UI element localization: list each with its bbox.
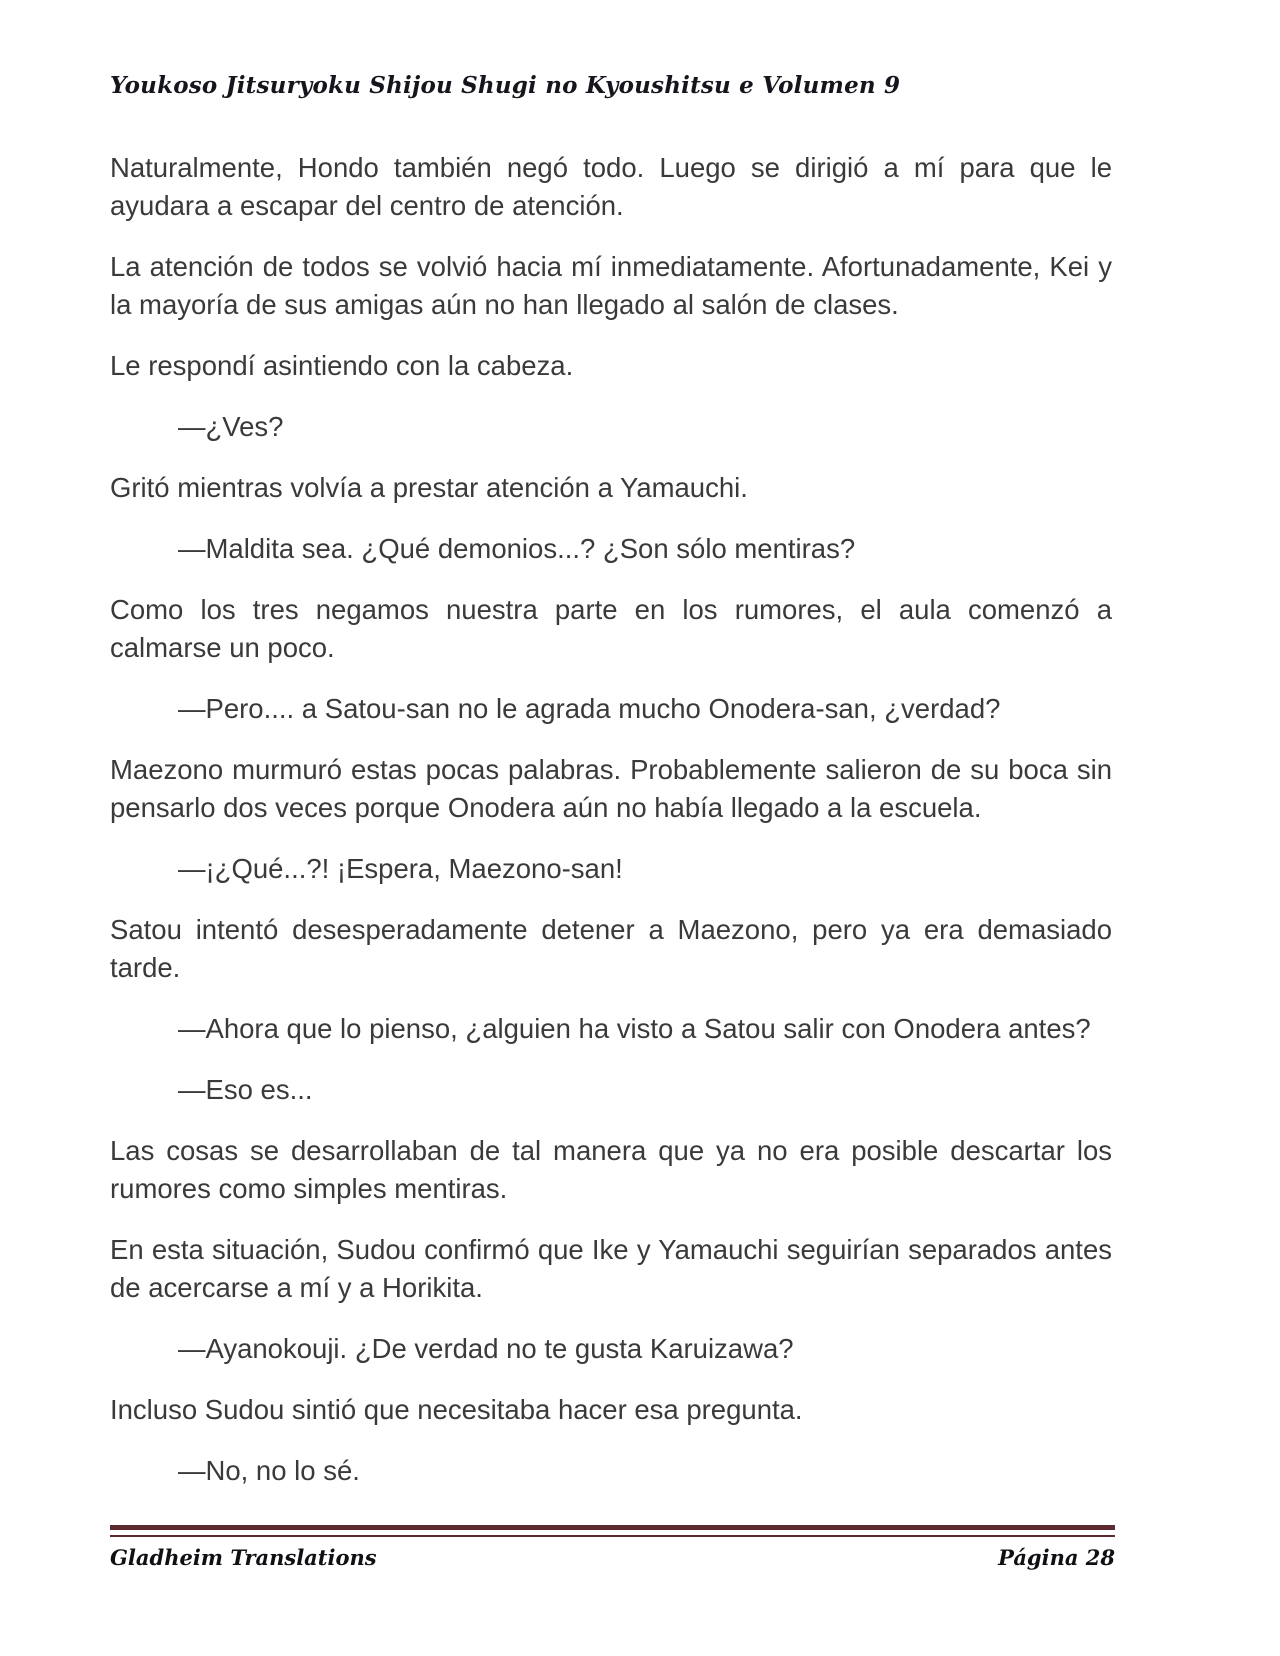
dialogue-line: —No, no lo sé.: [178, 1455, 360, 1486]
dialogue-line: —Ayanokouji. ¿De verdad no te gusta Karuizawa?: [178, 1333, 794, 1364]
dialogue-line: —¿Ves?: [178, 411, 284, 442]
paragraph: En esta situación, Sudou confirmó que Ike y Yamauchi seguirían separados antes de acercarse a mí y a Horikita.: [110, 1234, 1112, 1303]
paragraph: La atención de todos se volvió hacia mí inmediatamente. Afortunadamente, Kei y la mayoría de sus amigas aún no han llegado al salón de clases.: [110, 251, 1112, 320]
footer-translator-credit: Gladheim Translations: [110, 1545, 377, 1570]
paragraph: Maezono murmuró estas pocas palabras. Probablemente salieron de su boca sin pensarlo dos veces porque Onodera aún no había llegado a la escuela.: [110, 754, 1112, 823]
paragraph: Las cosas se desarrollaban de tal manera que ya no era posible descartar los rumores como simples mentiras.: [110, 1135, 1112, 1204]
dialogue-line: —Pero.... a Satou-san no le agrada mucho Onodera-san, ¿verdad?: [178, 693, 1001, 724]
page-header: [110, 72, 1112, 99]
footer-row: [110, 1545, 1115, 1570]
paragraph: Incluso Sudou sintió que necesitaba hacer esa pregunta.: [110, 1394, 803, 1425]
dialogue-line: —Ahora que lo pienso, ¿alguien ha visto a Satou salir con Onodera antes?: [178, 1013, 1091, 1044]
paragraph: Como los tres negamos nuestra parte en los rumores, el aula comenzó a calmarse un poco.: [110, 594, 1112, 663]
paragraph: Satou intentó desesperadamente detener a Maezono, pero ya era demasiado tarde.: [110, 914, 1112, 983]
paragraph: Naturalmente, Hondo también negó todo. Luego se dirigió a mí para que le ayudara a escapar del centro de atención.: [110, 152, 1112, 221]
page-footer: [110, 1525, 1115, 1570]
dialogue-line: —Eso es...: [178, 1074, 313, 1105]
paragraph: Gritó mientras volvía a prestar atención a Yamauchi.: [110, 472, 748, 503]
dialogue-line: —¡¿Qué...?! ¡Espera, Maezono-san!: [178, 853, 623, 884]
volume-title: Youkoso Jitsuryoku Shijou Shugi no Kyoushitsu e Volumen 9: [110, 72, 901, 99]
paragraph: Le respondí asintiendo con la cabeza.: [110, 350, 574, 381]
footer-page-number: Página 28: [998, 1545, 1115, 1570]
footer-rule: [110, 1525, 1115, 1537]
dialogue-line: —Maldita sea. ¿Qué demonios...? ¿Son sólo mentiras?: [178, 533, 856, 564]
page-body: [110, 149, 1112, 1490]
